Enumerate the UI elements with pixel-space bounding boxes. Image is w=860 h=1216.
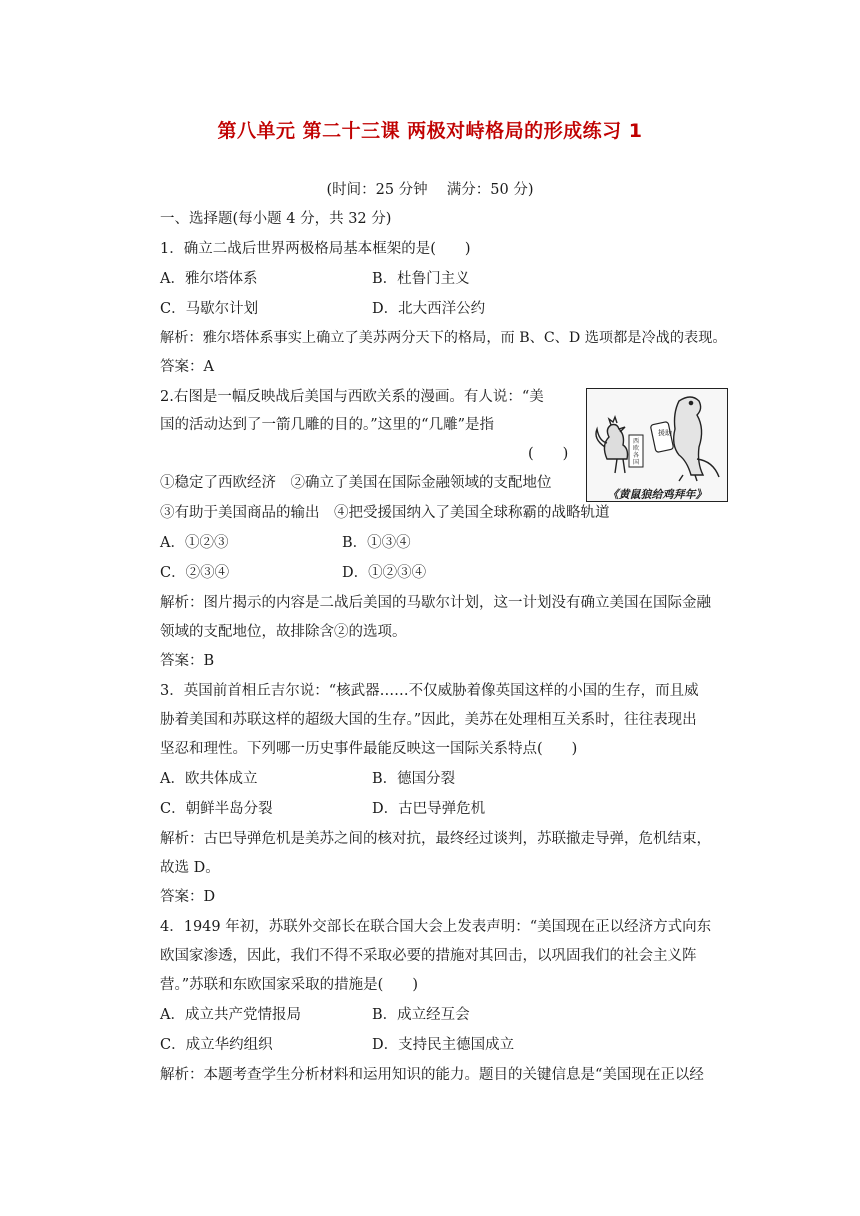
q3-answer: 答案：D bbox=[160, 889, 216, 905]
rooster-figure bbox=[596, 417, 628, 473]
q1-option-d: D．北大西洋公约 bbox=[372, 301, 486, 317]
q1-option-c: C．马歇尔计划 bbox=[160, 301, 259, 317]
q3-stem-line1: 3．英国前首相丘吉尔说：“核武器……不仅威胁着像英国这样的小国的生存，而且威 bbox=[160, 683, 699, 699]
q2-option-c: C．②③④ bbox=[160, 565, 230, 581]
q4-stem-line3: 营。”苏联和东欧国家采取的措施是( ) bbox=[160, 977, 418, 993]
q2-analysis-line1: 解析：图片揭示的内容是二战后美国的马歇尔计划，这一计划没有确立美国在国际金融 bbox=[160, 595, 711, 611]
q3-option-b: B．德国分裂 bbox=[372, 771, 456, 787]
q1-option-a: A．雅尔塔体系 bbox=[160, 271, 258, 287]
q4-analysis-line1: 解析：本题考查学生分析材料和运用知识的能力。题目的关键信息是“美国现在正以经 bbox=[160, 1067, 704, 1083]
weasel-figure bbox=[674, 397, 719, 481]
q3-option-d: D．古巴导弹危机 bbox=[372, 801, 486, 817]
section-heading: 一、选择题(每小题 4 分，共 32 分) bbox=[160, 211, 392, 227]
exam-meta: (时间：25 分钟 满分：50 分) bbox=[326, 182, 534, 198]
q1-option-b: B．杜鲁门主义 bbox=[372, 271, 470, 287]
q2-analysis-line2: 领域的支配地位，故排除含②的选项。 bbox=[160, 624, 407, 640]
q2-stem-line1: 2.右图是一幅反映战后美国与西欧关系的漫画。有人说：“美 bbox=[160, 389, 544, 405]
aid-bag bbox=[650, 421, 673, 452]
q3-analysis-line1: 解析：古巴导弹危机是美苏之间的核对抗，最终经过谈判，苏联撤走导弹，危机结束， bbox=[160, 831, 711, 847]
bag-label: 援助 bbox=[658, 429, 672, 437]
q3-stem-line2: 胁着美国和苏联这样的超级大国的生存。”因此，美苏在处理相互关系时，往往表现出 bbox=[160, 712, 697, 728]
q2-answer: 答案：B bbox=[160, 653, 215, 669]
q3-stem-line3: 坚忍和理性。下列哪一历史事件最能反映这一国际关系特点( ) bbox=[160, 741, 578, 757]
q4-option-b: B．成立经互会 bbox=[372, 1007, 470, 1023]
q2-option-d: D．①②③④ bbox=[342, 565, 427, 581]
q4-stem-line2: 欧国家渗透，因此，我们不得不采取必要的措施对其回击，以巩固我们的社会主义阵 bbox=[160, 948, 697, 964]
q4-option-a: A．成立共产党情报局 bbox=[160, 1007, 301, 1023]
q2-option-b: B．①③④ bbox=[342, 535, 411, 551]
q1-stem: 1．确立二战后世界两极格局基本框架的是( ) bbox=[160, 241, 471, 257]
q1-analysis: 解析：雅尔塔体系事实上确立了美苏两分天下的格局，而 B、C、D 选项都是冷战的表现。 bbox=[160, 330, 727, 346]
q3-option-c: C．朝鲜半岛分裂 bbox=[160, 801, 273, 817]
q3-option-a: A．欧共体成立 bbox=[160, 771, 258, 787]
q3-analysis-line2: 故选 D。 bbox=[160, 860, 220, 876]
q2-answer-paren: ( ) bbox=[528, 446, 569, 462]
q4-stem-line1: 4．1949 年初，苏联外交部长在联合国大会上发表声明：“美国现在正以经济方式向东 bbox=[160, 919, 712, 935]
cartoon-drawing bbox=[587, 389, 727, 485]
q1-answer: 答案：A bbox=[160, 359, 214, 375]
cartoon-image bbox=[586, 388, 728, 502]
q4-option-d: D．支持民主德国成立 bbox=[372, 1037, 515, 1053]
q2-statement-3-4: ③有助于美国商品的输出 ④把受援国纳入了美国全球称霸的战略轨道 bbox=[160, 505, 610, 521]
q2-option-a: A．①②③ bbox=[160, 535, 229, 551]
q2-statement-1-2: ①稳定了西欧经济 ②确立了美国在国际金融领域的支配地位 bbox=[160, 475, 552, 491]
q4-option-c: C．成立华约组织 bbox=[160, 1037, 273, 1053]
page-title: 第八单元 第二十三课 两极对峙格局的形成练习 1 bbox=[217, 120, 643, 142]
cartoon-caption: 《黄鼠狼给鸡拜年》 bbox=[607, 488, 707, 501]
q2-stem-line2: 国的活动达到了一箭几雕的目的。”这里的“几雕”是指 bbox=[160, 417, 494, 433]
hen-label: 西欧各国 bbox=[633, 438, 640, 466]
